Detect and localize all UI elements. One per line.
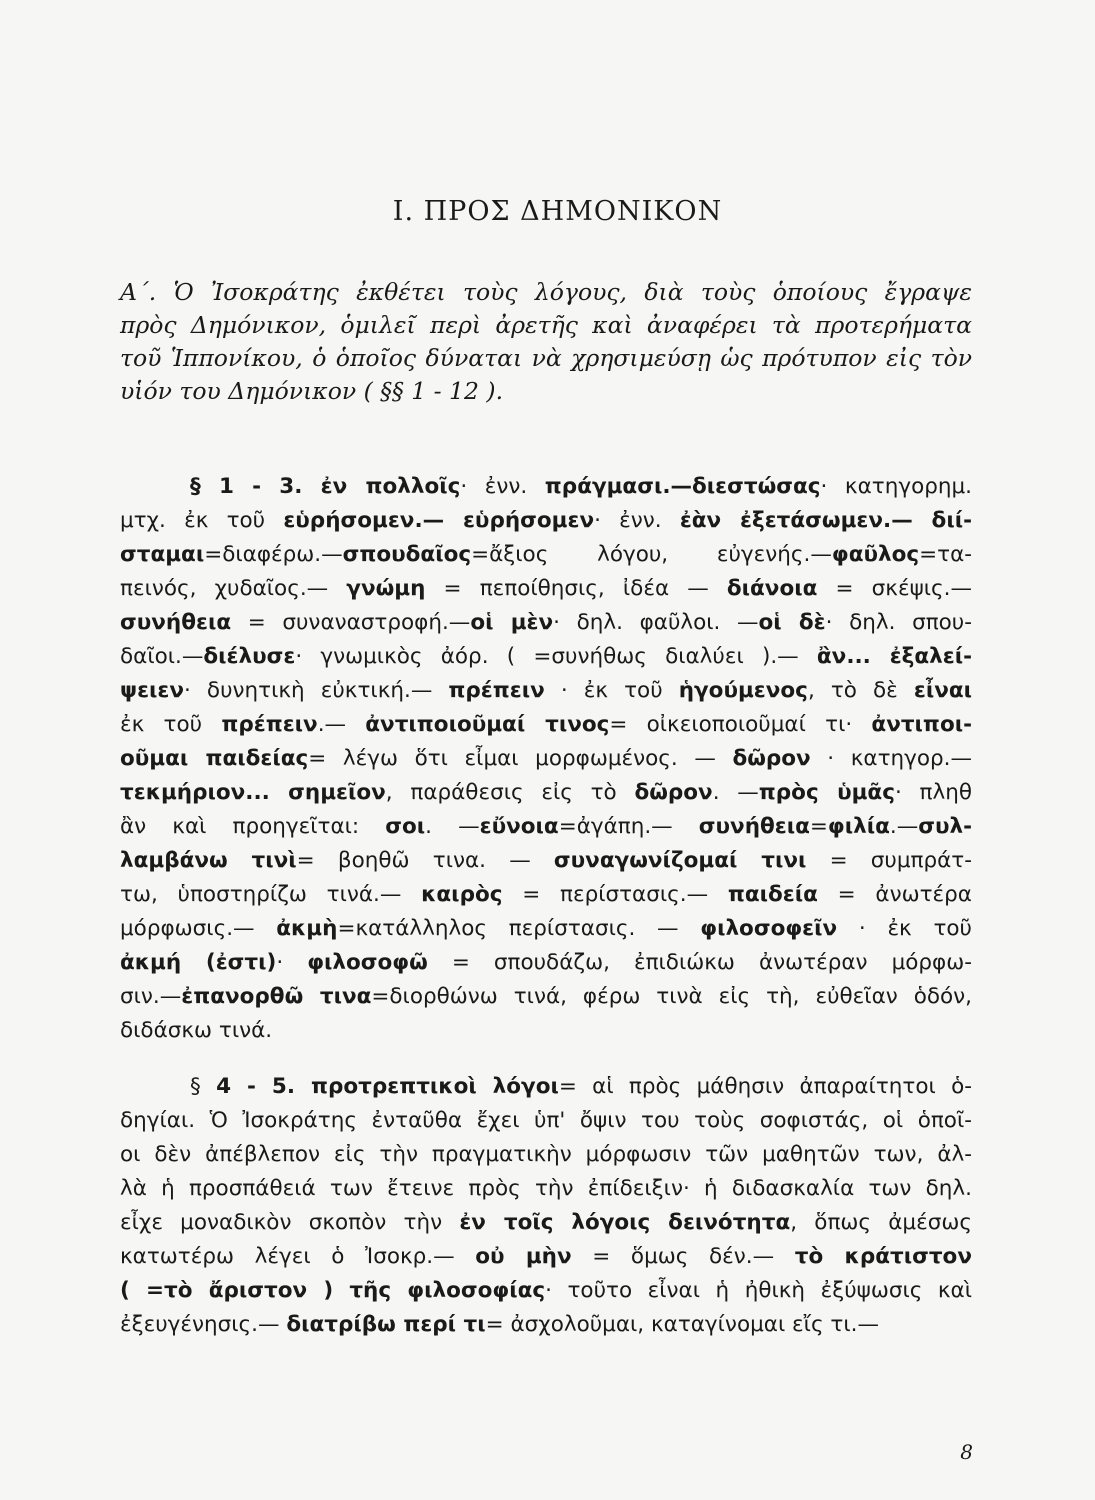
gloss-text: · [276, 950, 308, 975]
intro-paragraph [120, 276, 972, 408]
gloss-text: δαῖοι.— [120, 644, 204, 669]
bold-term: οἱ δὲ [758, 610, 826, 635]
text-line [120, 1138, 972, 1172]
bold-term: συνήθεια [120, 610, 232, 635]
gloss-text: ἐκ τοῦ [120, 712, 222, 737]
bold-term: ἀκμή (ἐστι) [120, 950, 277, 975]
bold-term: εὔνοια [479, 814, 559, 839]
gloss-text: · ἐνν. [594, 508, 680, 533]
gloss-text: . — [712, 780, 759, 805]
bold-term: ἂν... ἐξαλεί- [816, 644, 973, 669]
text-line [120, 776, 972, 810]
bold-term: οἱ μὲν [470, 610, 554, 635]
gloss-text: =διαφέρω.— [204, 542, 343, 567]
gloss-text: . — [425, 814, 480, 839]
bold-term: λαμβάνω τινὶ [120, 848, 297, 873]
gloss-text: = αἱ πρὸς μάθησιν ἀπαραίτητοι ὁ- [558, 1074, 972, 1099]
gloss-text: · δηλ. σπου- [825, 610, 972, 635]
bold-term: ἀντιποιοῦμαί τινος [365, 712, 610, 737]
text-line [120, 1206, 972, 1240]
gloss-text: = ὅμως δέν.— [571, 1244, 795, 1269]
commentary-notes [120, 470, 972, 1342]
bold-term: πρὸς ὑμᾶς [758, 780, 895, 805]
gloss-text: λὰ ἡ προσπάθειά των ἔτεινε πρὸς τὴν ἐπίδειξιν· ἡ διδασκαλία των δηλ. [120, 1176, 972, 1201]
text-line [120, 1172, 972, 1206]
gloss-text: = ἀνωτέρα [817, 882, 972, 907]
gloss-text: πεινός, χυδαῖος.— [120, 576, 347, 601]
section-1-3 [120, 470, 972, 1048]
text-line [120, 1240, 972, 1274]
bold-term: ἀκμὴ [276, 916, 338, 941]
gloss-text: · ἐκ τοῦ [837, 916, 972, 941]
gloss-text: = λέγω ὅτι εἶμαι μορφωμένος. — [308, 746, 733, 771]
gloss-text: · πληθ [894, 780, 972, 805]
gloss-text: = πεποίθησις, ἰδέα — [425, 576, 727, 601]
bold-term: εὑρήσομεν.— εὑρήσομεν [283, 508, 595, 533]
bold-term: διάνοια [726, 576, 818, 601]
text-line [120, 1104, 972, 1138]
gloss-text: · δυνητικὴ εὐκτική.— [184, 678, 449, 703]
text-line [120, 912, 972, 946]
gloss-text: .— [889, 814, 919, 839]
text-line [120, 470, 972, 504]
gloss-text: = σπουδάζω, ἐπιδιώκω ἀνωτέραν μόρφω- [427, 950, 972, 975]
gloss-text: =ἄξιος λόγου, εὐγενής.— [471, 542, 832, 567]
text-line [120, 606, 972, 640]
bold-term: δῶρον [732, 746, 811, 771]
gloss-text: = σκέψις.— [817, 576, 972, 601]
text-line [120, 640, 972, 674]
bold-term: σοι [385, 814, 426, 839]
chapter-title: I. ΠΡΟΣ ΔΗΜΟΝΙΚΟΝ [392, 196, 723, 227]
gloss-text: μτχ. ἐκ τοῦ [120, 508, 284, 533]
bold-term: οὐ μὴν [475, 1244, 572, 1269]
bold-term: 4 - 5. προτρεπτικοὶ λόγοι [216, 1074, 559, 1099]
section-4-5 [120, 1070, 972, 1342]
bold-term: πρέπειν [221, 712, 318, 737]
gloss-text: =τα- [919, 542, 972, 567]
gloss-text: , τὸ δὲ [807, 678, 914, 703]
text-line [120, 538, 972, 572]
gloss-text: = συμπράτ- [806, 848, 972, 873]
gloss-text: .— [317, 712, 366, 737]
text-line [120, 742, 972, 776]
gloss-text: · δηλ. φαῦλοι. — [553, 610, 759, 635]
text-line [120, 810, 972, 844]
gloss-text: = περίστασις.— [502, 882, 728, 907]
gloss-text: μόρφωσις.— [120, 916, 277, 941]
gloss-text: κατωτέρω λέγει ὁ Ἰσοκρ.— [120, 1244, 476, 1269]
bold-term: συνήθεια [698, 814, 810, 839]
bold-term: γνώμη [346, 576, 426, 601]
bold-term: εἶναι [913, 678, 972, 703]
bold-term: ἐν τοῖς λόγοις δεινότητα [459, 1210, 791, 1235]
gloss-text: · κατηγορ.— [810, 746, 973, 771]
gloss-text: = ἀσχολοῦμαι, καταγίνομαι εἴς τι.— [485, 1312, 879, 1337]
bold-term: καιρὸς [421, 882, 503, 907]
text-line [120, 844, 972, 878]
gloss-text: =ἀγάπη.— [558, 814, 699, 839]
text-line [120, 674, 972, 708]
text-line [120, 1014, 972, 1048]
text-line [120, 980, 972, 1014]
bold-term: σπουδαῖος [342, 542, 472, 567]
bold-term: τεκμήριον... σημεῖον [120, 780, 386, 805]
gloss-text: ἐξευγένησις.— [120, 1312, 287, 1337]
bold-term: § 1 - 3. ἐν πολλοῖς [190, 474, 461, 499]
bold-term: συλ- [918, 814, 973, 839]
bold-term: οῦμαι παιδείας [120, 746, 309, 771]
page-number: 8 [960, 1440, 973, 1464]
gloss-text: =διορθώνω τινά, φέρω τινὰ εἰς τὴ, εὐθεῖαν ὁδόν, [371, 984, 972, 1009]
bold-term: φαῦλος [831, 542, 920, 567]
gloss-text: = οἰκειοποιοῦμαί τι· [609, 712, 872, 737]
bold-term: ( =τὸ ἄριστον ) τῆς φιλοσοφίας [120, 1278, 546, 1303]
gloss-text: = βοηθῶ τινα. — [296, 848, 554, 873]
intro-line: Α΄. Ὁ Ἰσοκράτης ἐκθέτει τοὺς λόγους, διὰ τοὺς ὁποίους ἔγραψε [120, 278, 972, 306]
bold-term: ἀντιποι- [871, 712, 973, 737]
gloss-text: οι δὲν ἀπέβλεπον εἰς τὴν πραγματικὴν μόρφωσιν τῶν μαθητῶν των, ἀλ- [120, 1142, 972, 1167]
bold-term: συναγωνίζομαί τινι [553, 848, 807, 873]
gloss-text: § [190, 1074, 217, 1099]
intro-line: υἱόν του Δημόνικον ( §§ 1 - 12 ). [120, 377, 504, 405]
text-line [120, 708, 972, 742]
bold-term: διέλυσε [203, 644, 296, 669]
bold-term: δῶρον [634, 780, 713, 805]
bold-term: πρέπειν [448, 678, 545, 703]
bold-term: ἐπανορθῶ τινα [181, 984, 372, 1009]
gloss-text: =κατάλληλος περίστασις. — [337, 916, 701, 941]
gloss-text: διδάσκω τινά. [120, 1018, 273, 1043]
text-line [120, 1308, 972, 1342]
bold-term: φιλία [827, 814, 890, 839]
bold-term: πράγμασι.—διεστώσας [544, 474, 821, 499]
gloss-text: , παράθεσις εἰς τὸ [385, 780, 635, 805]
gloss-text: εἶχε μοναδικὸν σκοπὸν τὴν [120, 1210, 460, 1235]
text-line [120, 1274, 972, 1308]
bold-term: ἡγούμενος [678, 678, 808, 703]
text-line [120, 878, 972, 912]
bold-term: τὸ κράτιστον [794, 1244, 972, 1269]
text-line [120, 946, 972, 980]
gloss-text: · ἐνν. [460, 474, 545, 499]
intro-line: τοῦ Ἱππονίκου, ὁ ὁποῖος δύναται νὰ χρησιμεύσῃ ὡς πρότυπον εἰς τὸν [120, 344, 972, 372]
gloss-text: · κατηγορημ. [820, 474, 973, 499]
gloss-text: , ὅπως ἀμέσως [790, 1210, 972, 1235]
gloss-text: = [809, 814, 828, 839]
text-line [120, 572, 972, 606]
gloss-text: · ἐκ τοῦ [544, 678, 679, 703]
gloss-text: σιν.— [120, 984, 182, 1009]
gloss-text: τω, ὑποστηρίζω τινά.— [120, 882, 422, 907]
gloss-text: ἂν καὶ προηγεῖται: [120, 814, 386, 839]
bold-term: φιλοσοφῶ [307, 950, 428, 975]
text-line [120, 504, 972, 538]
gloss-text: · τοῦτο εἶναι ἡ ἠθικὴ ἐξύψωσις καὶ [545, 1278, 972, 1303]
bold-term: φιλοσοφεῖν [700, 916, 838, 941]
intro-line: πρὸς Δημόνικον, ὁμιλεῖ περὶ ἀρετῆς καὶ ἀναφέρει τὰ προτερήματα [120, 311, 972, 339]
gloss-text: δηγίαι. Ὁ Ἰσοκράτης ἐνταῦθα ἔχει ὑπ' ὄψιν του τοὺς σοφιστάς, οἱ ὁποῖ- [120, 1108, 972, 1133]
text-line [120, 1070, 972, 1104]
bold-term: διατρίβω περί τι [286, 1312, 486, 1337]
bold-term: ἐὰν ἐξετάσωμεν.— διί- [679, 508, 973, 533]
bold-term: σταμαι [120, 542, 205, 567]
gloss-text: · γνωμικὸς ἀόρ. ( =συνήθως διαλύει ).— [295, 644, 817, 669]
bold-term: παιδεία [727, 882, 818, 907]
gloss-text: = συναναστροφή.— [231, 610, 471, 635]
bold-term: ψειεν [120, 678, 185, 703]
